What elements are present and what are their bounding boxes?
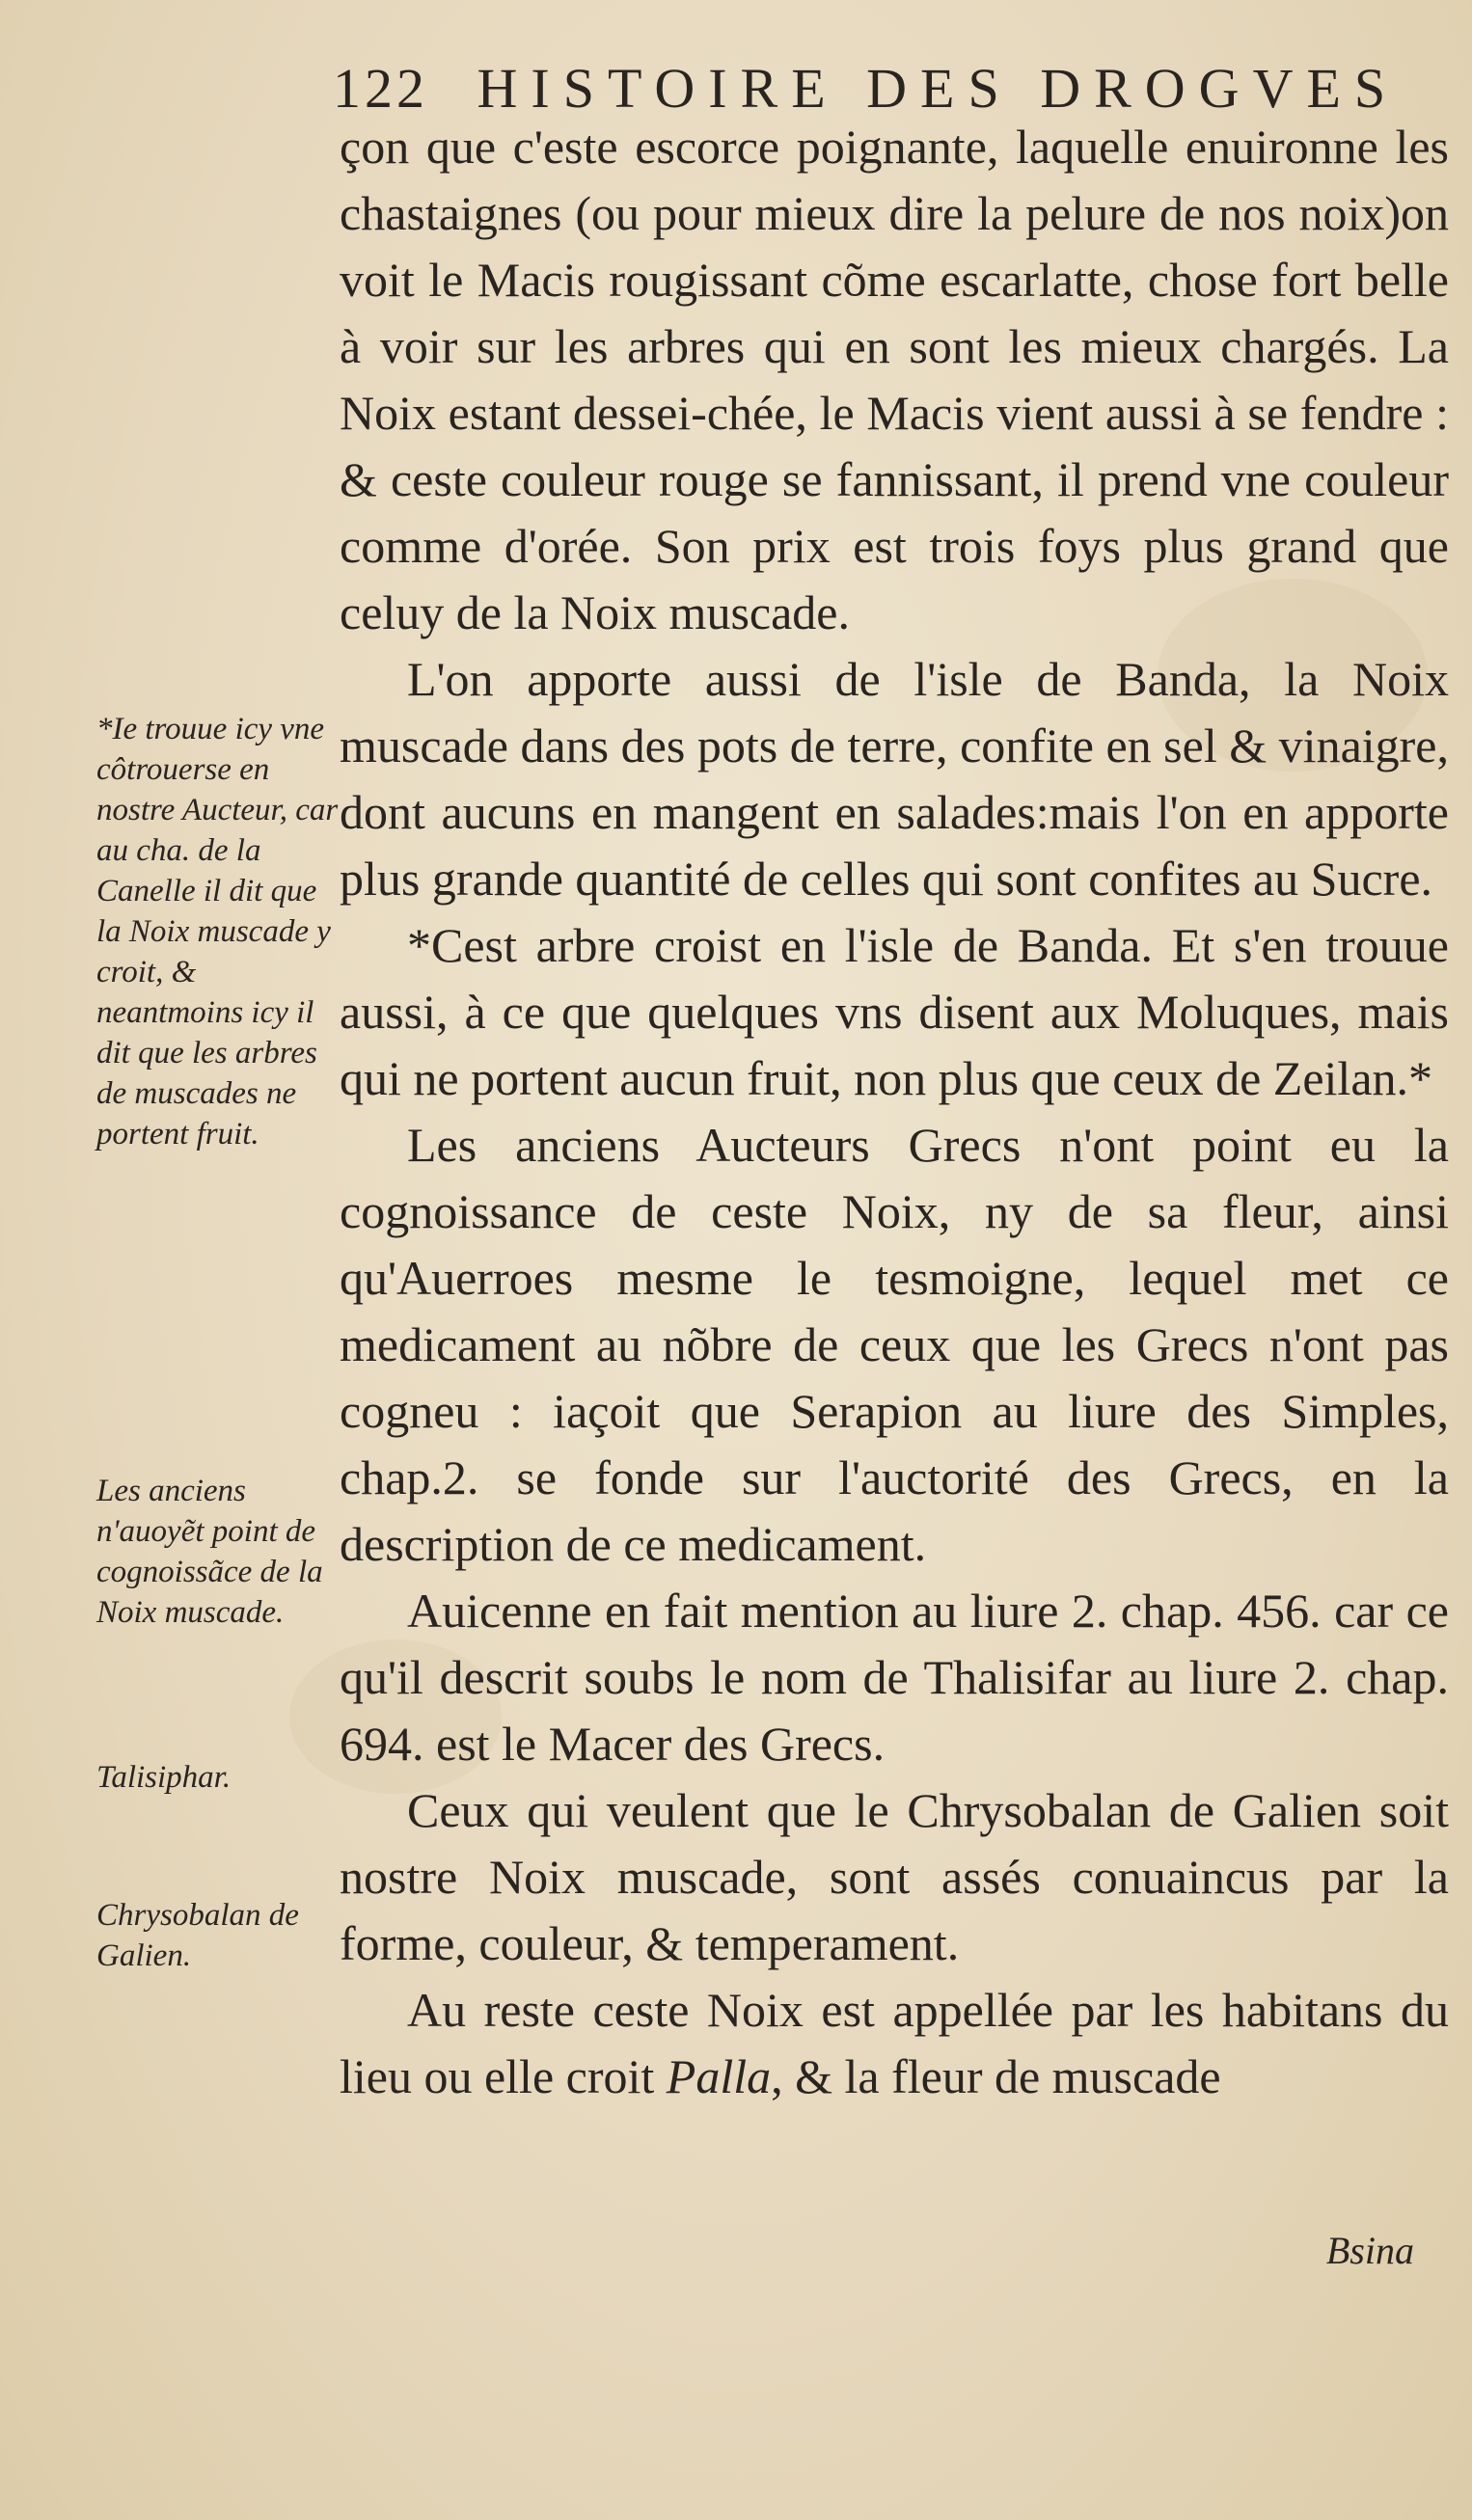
paragraph-text: Au reste ceste Noix est appellée par les habitans du lieu ou elle croit xyxy=(340,1983,1449,2103)
page-number: 122 xyxy=(333,57,428,120)
margin-note: *Ie trouue icy vne côtrouerse en nostre Aucteur, car au cha. de la Canelle il dit que la Noix muscade y croit, & neantmoins icy il dit que les arbres de muscades ne portent fruit. xyxy=(96,712,339,1152)
paragraph: Auicenne en fait mention au liure 2. chap. 456. car ce qu'il descrit soubs le nom de Thalisifar au liure 2. chap. 694. est le Macer des Grecs. xyxy=(340,1584,1449,1771)
running-title: HISTOIRE DES DROGVES xyxy=(477,57,1400,120)
paragraph xyxy=(340,1977,1449,2110)
running-head xyxy=(333,56,1400,121)
paragraph: Ceux qui veulent que le Chrysobalan de Galien soit nostre Noix muscade, sont assés conuaincus par la forme, couleur, & temperament. xyxy=(340,1783,1449,1970)
main-text xyxy=(340,114,1449,2110)
margin-note: Talisiphar. xyxy=(96,1760,232,1795)
paragraph: çon que c'este escorce poignante, laquelle enuironne les chastaignes (ou pour mieux dire la pelure de nos noix)on voit le Macis rougissant cõme escarlatte, chose fort belle à voir sur les arbres qui en sont les mieux chargés. La Noix estant dessei-chée, le Macis vient aussi à se fendre : & ceste couleur rouge se fannissant, il prend vne couleur comme d'orée. Son prix est trois foys plus grand que celuy de la Noix muscade. xyxy=(340,120,1449,639)
paragraph: L'on apporte aussi de l'isle de Banda, la Noix muscade dans des pots de terre, confite en sel & vinaigre, dont aucuns en mangent en salades:mais l'on en apporte plus grande quantité de celles qui sont confites au Sucre. xyxy=(340,652,1449,906)
italic-term: Palla xyxy=(666,2049,772,2103)
paragraph: *Cest arbre croist en l'isle de Banda. Et s'en trouue aussi, à ce que quelques vns disent aux Moluques, mais qui ne portent aucun fruit, non plus que ceux de Zeilan.* xyxy=(340,918,1449,1105)
catchword: Bsina xyxy=(1325,2229,1414,2272)
margin-note: Les anciens n'auoyẽt point de cognoissãce de la Noix muscade. xyxy=(96,1474,323,1630)
paragraph: Les anciens Aucteurs Grecs n'ont point eu la cognoissance de ceste Noix, ny de sa fleur, ainsi qu'Auerroes mesme le tesmoigne, lequel met ce medicament au nõbre de ceux que les Grecs n'ont pas cogneu : iaçoit que Serapion au liure des Simples, chap.2. se fonde sur l'auctorité des Grecs, en la description de ce medicament. xyxy=(340,1118,1449,1571)
margin-note: Chrysobalan de Galien. xyxy=(96,1898,299,1973)
paragraph-text: , & la fleur de muscade xyxy=(771,2049,1221,2103)
